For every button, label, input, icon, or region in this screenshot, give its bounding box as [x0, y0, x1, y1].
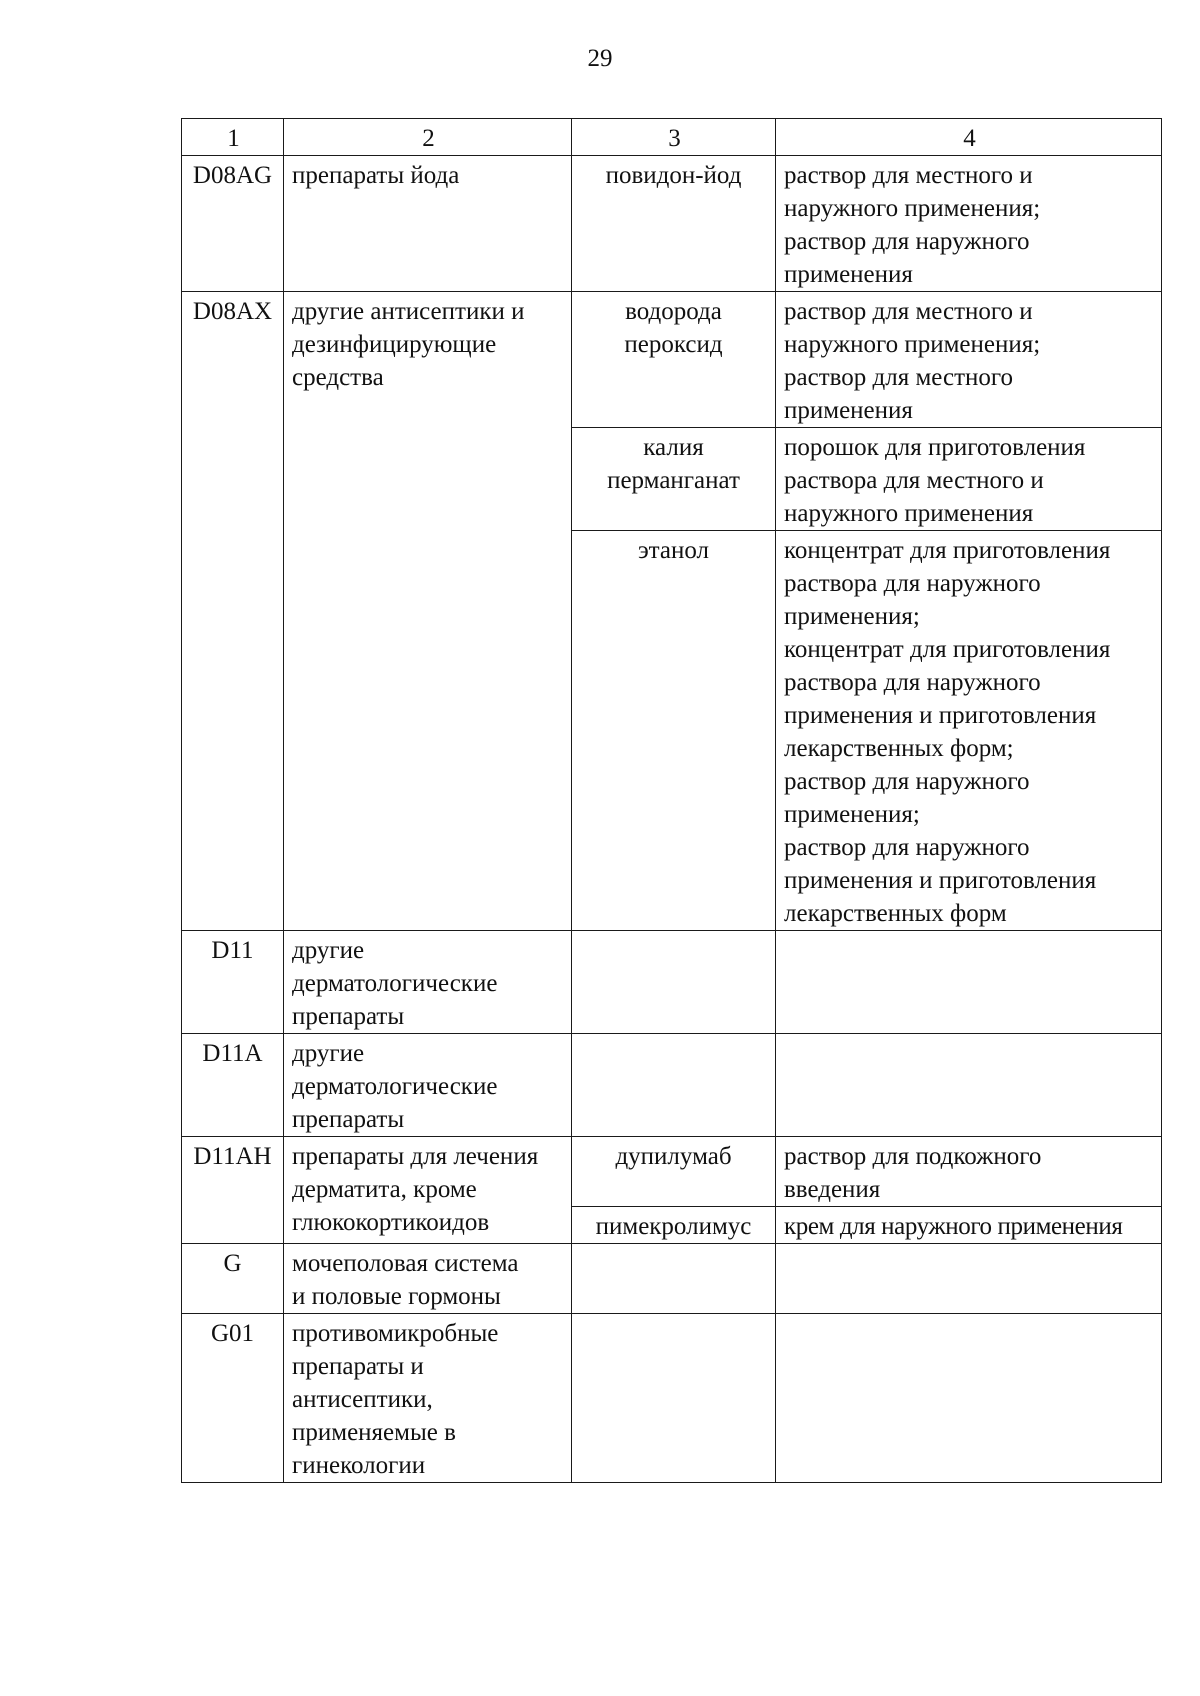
drug-name-cell [572, 531, 776, 931]
text-line: лекарственных форм; [784, 735, 1014, 762]
text-line: крем для наружного применения [784, 1213, 1123, 1240]
table-body [182, 119, 1162, 1483]
table-row [182, 292, 1162, 428]
dosage-form-cell [776, 428, 1162, 531]
dosage-form-cell [776, 292, 1162, 428]
header-cell-2: 2 [284, 119, 572, 156]
dosage-form-cell [776, 931, 1162, 1034]
drug-name-cell [572, 156, 776, 292]
table-row [182, 156, 1162, 292]
text-line: применения и приготовления [784, 867, 1097, 894]
medication-table [181, 118, 1162, 1483]
text-line: глюкокортикоидов [292, 1209, 490, 1236]
dosage-form-cell [776, 1244, 1162, 1314]
drug-name-cell [572, 1137, 776, 1207]
drug-name-cell [572, 931, 776, 1034]
dosage-form-cell [776, 1207, 1162, 1244]
dosage-form-cell [776, 531, 1162, 931]
text-line: дерматологические [292, 1073, 498, 1100]
text-line: и половые гормоны [292, 1283, 501, 1310]
text-line: дерматита, кроме [292, 1176, 477, 1203]
anatomical-group-cell [284, 931, 572, 1034]
text-line: наружного применения [784, 500, 1034, 527]
text-line: гинекологии [292, 1452, 426, 1479]
text-line: раствор для наружного [784, 768, 1030, 795]
text-line: раствора для наружного [784, 570, 1041, 597]
text-line: препараты и [292, 1353, 424, 1380]
anatomical-group-cell [284, 1137, 572, 1244]
text-line: порошок для приготовления [784, 434, 1086, 461]
header-cell-1: 1 [182, 119, 284, 156]
dosage-form-cell [776, 156, 1162, 292]
atc-code-cell: D08AG [182, 156, 284, 292]
atc-code-cell: D08AX [182, 292, 284, 931]
text-line: введения [784, 1176, 881, 1203]
atc-code-cell: G01 [182, 1314, 284, 1483]
table-row [182, 931, 1162, 1034]
dosage-form-cell [776, 1137, 1162, 1207]
text-line: перманганат [607, 467, 740, 494]
text-line: средства [292, 364, 384, 391]
anatomical-group-cell [284, 1314, 572, 1483]
text-line: концентрат для приготовления [784, 636, 1111, 663]
drug-name-cell [572, 1244, 776, 1314]
anatomical-group-cell [284, 156, 572, 292]
drug-name-cell [572, 1207, 776, 1244]
drug-name-cell [572, 428, 776, 531]
text-line: калия [643, 434, 704, 461]
anatomical-group-cell [284, 1244, 572, 1314]
anatomical-group-cell [284, 1034, 572, 1137]
drug-name-cell [572, 1034, 776, 1137]
header-cell-3: 3 [572, 119, 776, 156]
table-row [182, 1034, 1162, 1137]
atc-code-cell: D11 [182, 931, 284, 1034]
text-line: препараты для лечения [292, 1143, 539, 1170]
text-line: применения и приготовления [784, 702, 1097, 729]
drug-name-cell [572, 1314, 776, 1483]
atc-code-cell: D11AH [182, 1137, 284, 1244]
dosage-form-cell [776, 1314, 1162, 1483]
text-line: дупилумаб [615, 1143, 732, 1170]
text-line: пимекролимус [595, 1213, 752, 1240]
text-line: мочеполовая система [292, 1250, 519, 1277]
atc-code-cell: D11A [182, 1034, 284, 1137]
text-line: пероксид [624, 331, 723, 358]
text-line: лекарственных форм [784, 900, 1007, 927]
text-line: применения; [784, 801, 920, 828]
text-line: наружного применения; [784, 331, 1041, 358]
table-header-row [182, 119, 1162, 156]
text-line: наружного применения; [784, 195, 1041, 222]
text-line: другие антисептики и [292, 298, 525, 325]
text-line: раствор для наружного [784, 228, 1030, 255]
text-line: применяемые в [292, 1419, 456, 1446]
text-line: дезинфицирующие [292, 331, 497, 358]
anatomical-group-cell [284, 292, 572, 931]
drug-name-cell [572, 292, 776, 428]
dosage-form-cell [776, 1034, 1162, 1137]
page-number: 29 [587, 45, 613, 72]
text-line: препараты йода [292, 162, 460, 189]
text-line: концентрат для приготовления [784, 537, 1111, 564]
text-line: раствор для местного и [784, 162, 1033, 189]
table-row [182, 1244, 1162, 1314]
text-line: антисептики, [292, 1386, 433, 1413]
text-line: применения [784, 397, 913, 424]
text-line: другие [292, 1040, 365, 1067]
header-cell-4: 4 [776, 119, 1162, 156]
atc-code-cell: G [182, 1244, 284, 1314]
text-line: дерматологические [292, 970, 498, 997]
text-line: применения [784, 261, 913, 288]
text-line: раствор для наружного [784, 834, 1030, 861]
text-line: препараты [292, 1106, 405, 1133]
text-line: препараты [292, 1003, 405, 1030]
text-line: раствора для местного и [784, 467, 1044, 494]
text-line: водорода [625, 298, 722, 325]
text-line: раствора для наружного [784, 669, 1041, 696]
text-line: этанол [637, 537, 710, 564]
table-row [182, 1137, 1162, 1207]
text-line: другие [292, 937, 365, 964]
text-line: повидон-йод [605, 162, 742, 189]
text-line: противомикробные [292, 1320, 499, 1347]
table-row [182, 1314, 1162, 1483]
text-line: применения; [784, 603, 920, 630]
text-line: раствор для подкожного [784, 1143, 1042, 1170]
text-line: раствор для местного и [784, 298, 1033, 325]
text-line: раствор для местного [784, 364, 1014, 391]
